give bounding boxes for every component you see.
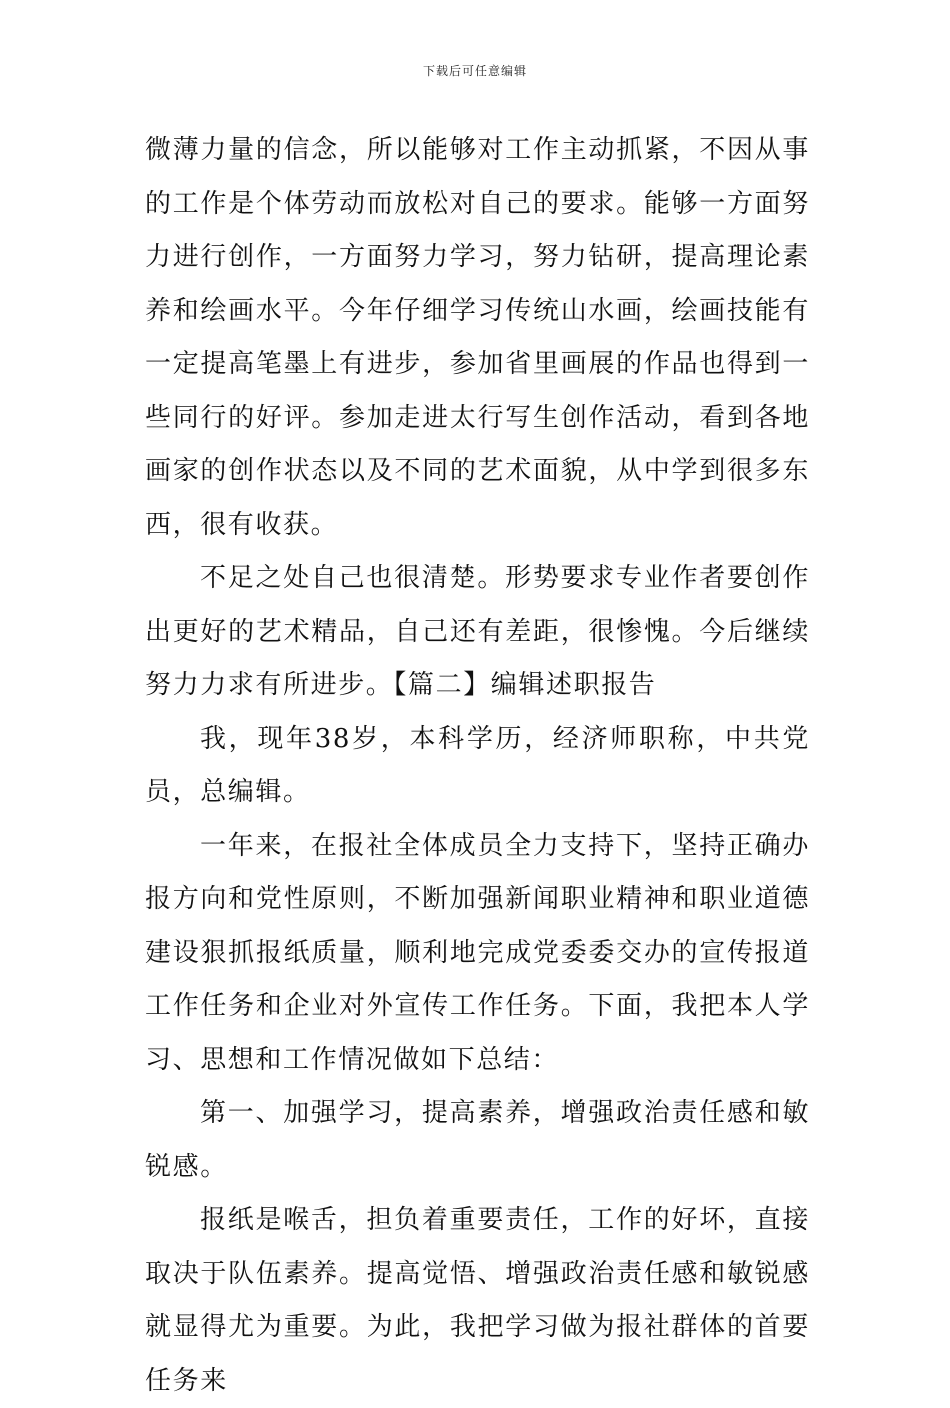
paragraph-shortcomings: 不足之处自己也很清楚。形势要求专业作者要创作出更好的艺术精品，自己还有差距，很惨愧。今后继续努力力求有所进步。【篇二】编辑述职报告 bbox=[145, 563, 810, 700]
document-body bbox=[145, 124, 810, 1408]
paragraph-section-heading: 第一、加强学习，提高素养，增强政治责任感和敏锐感。 bbox=[145, 1098, 810, 1182]
paragraph-self-introduction: 我，现年38岁，本科学历，经济师职称，中共党员，总编辑。 bbox=[145, 723, 810, 807]
paragraph-year-summary: 一年来，在报社全体成员全力支持下，坚持正确办报方向和党性原则，不断加强新闻职业精神和职业道德建设狠抓报纸质量，顺利地完成党委委交办的宣传报道工作任务和企业对外宣传工作任务。下面，我把本人学习、思想和工作情况做如下总结： bbox=[145, 830, 810, 1075]
page-header-note: 下载后可任意编辑 bbox=[422, 64, 527, 78]
paragraph-newspaper-role: 报纸是喉舌，担负着重要责任，工作的好坏，直接取决于队伍素养。提高觉悟、增强政治责任感和敏锐感就显得尤为重要。为此，我把学习做为报社群体的首要任务来 bbox=[145, 1205, 810, 1396]
paragraph-continuation: 微薄力量的信念，所以能够对工作主动抓紧，不因从事的工作是个体劳动而放松对自己的要求。能够一方面努力进行创作，一方面努力学习，努力钻研，提高理论素养和绘画水平。今年仔细学习传统山水画，绘画技能有一定提高笔墨上有进步，参加省里画展的作品也得到一些同行的好评。参加走进太行写生创作活动，看到各地画家的创作状态以及不同的艺术面貌，从中学到很多东西，很有收获。 bbox=[145, 135, 810, 540]
